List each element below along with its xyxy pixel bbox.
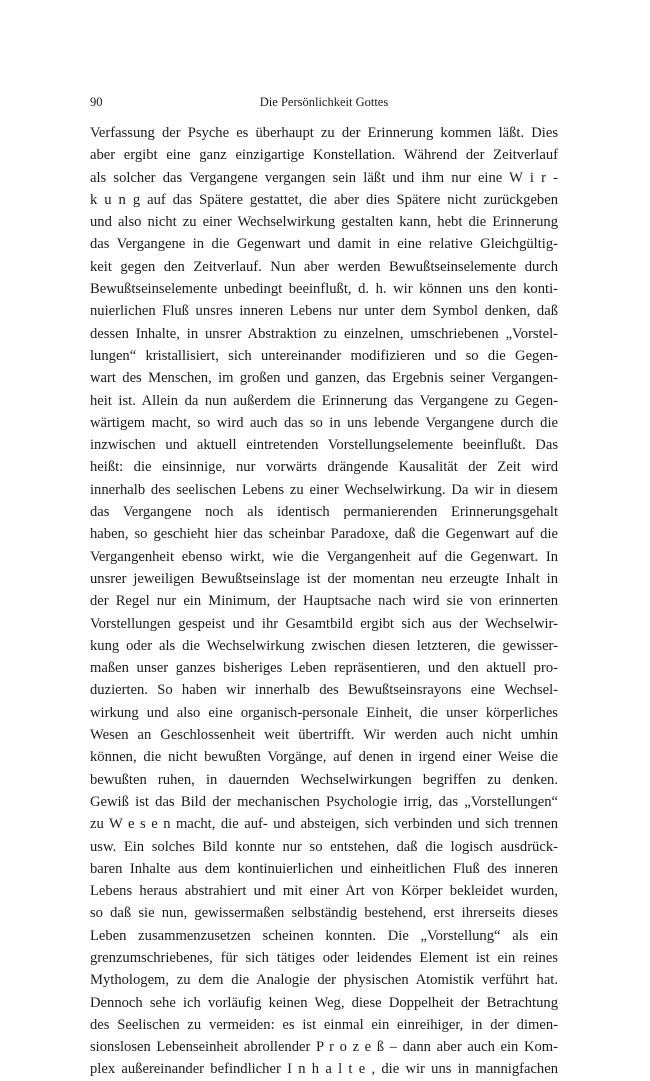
text-line: als solcher das Vergangene vergangen sein läßt und ihm nur eine W i r -	[90, 169, 558, 186]
text-line: sionslosen Lebenseinheit abrollender P r o z e ß – dann aber auch ein Kom-	[90, 1039, 558, 1056]
text-line: usw. Ein solches Bild konnte nur so entstehen, daß die logisch ausdrück-	[90, 838, 558, 855]
text-line: kung oder als die Wechselwirkung zwischen diesen letzteren, die gewisser-	[90, 637, 558, 654]
text-line: heit ist. Allein da nun außerdem die Erinnerung das Vergangene zu Gegen-	[90, 392, 558, 409]
text-line: Bewußtseinselemente unbedingt beeinflußt, d. h. wir können uns den konti-	[90, 281, 558, 298]
text-line: Vergangenheit ebenso wirkt, wie die Vergangenheit auf die Gegenwart. In	[90, 548, 558, 565]
text-line: lungen“ kristallisiert, sich untereinander modifizieren und so die Gegen-	[90, 347, 558, 364]
text-line: Dennoch sehe ich vorläufig keinen Weg, diese Doppelheit der Betrachtung	[90, 994, 558, 1011]
body-text	[90, 122, 558, 1081]
text-line: innerhalb des seelischen Lebens zu einer Wechselwirkung. Da wir in diesem	[90, 481, 558, 498]
text-line: Wesen an Geschlossenheit weit übertrifft. Wir werden auch nicht umhin	[90, 727, 558, 744]
text-line: zu W e s e n macht, die auf- und absteigen, sich verbinden und sich trennen	[90, 816, 558, 833]
text-line: maßen unser ganzes bisheriges Leben repräsentieren, und den aktuell pro-	[90, 660, 558, 677]
text-line: heißt: die einsinnige, nur vorwärts drängende Kausalität der Zeit wird	[90, 459, 558, 476]
text-line: wart des Menschen, im großen und ganzen, das Ergebnis seiner Vergangen-	[90, 370, 558, 387]
text-line: Lebens heraus abstrahiert und mit einer Art von Körper bekleidet wurden,	[90, 883, 558, 900]
text-line: aber ergibt eine ganz einzigartige Konstellation. Während der Zeitverlauf	[90, 147, 558, 164]
text-line: das Vergangene noch als identisch permanierenden Erinnerungsgehalt	[90, 504, 558, 521]
text-line: plex außereinander befindlicher I n h a l t e , die wir uns in mannigfachen	[90, 1061, 558, 1078]
text-line: Vorstellungen gespeist und ihr Gesamtbild ergibt sich aus der Wechselwir-	[90, 615, 558, 632]
running-head	[90, 92, 558, 112]
text-line: wärtigem macht, so wird auch das so in uns lebende Vergangene durch die	[90, 414, 558, 431]
text-line: Leben zusammenzusetzen scheinen konnten. Die „Vorstellung“ als ein	[90, 927, 558, 944]
running-title: Die Persönlichkeit Gottes	[259, 95, 389, 109]
text-line: duzierten. So haben wir innerhalb des Bewußtseinsrayons eine Wechsel-	[90, 682, 558, 699]
text-line: keit gegen den Zeitverlauf. Nun aber werden Bewußtseinselemente durch	[90, 258, 558, 275]
text-line: nuierlichen Fluß unsres inneren Lebens nur unter dem Symbol denken, daß	[90, 303, 558, 320]
text-line: grenzumschriebenes, für sich tätiges oder leidendes Element ist ein reines	[90, 949, 558, 966]
text-line: Mythologem, zu dem die Analogie der physischen Atomistik verführt hat.	[90, 972, 558, 989]
text-line: wirkung und also eine organisch-personale Einheit, die unser körperliches	[90, 704, 558, 721]
book-page	[90, 92, 558, 1081]
text-line: Verfassung der Psyche es überhaupt zu der Erinnerung kommen läßt. Dies	[90, 125, 558, 141]
text-line: unsrer jeweiligen Bewußtseinslage ist der momentan neu erzeugte Inhalt in	[90, 570, 558, 587]
text-line: baren Inhalte aus dem kontinuierlichen und einheitlichen Fluß des inneren	[90, 860, 558, 877]
text-line: das Vergangene in die Gegenwart und damit in eine relative Gleichgültig-	[90, 236, 558, 253]
text-line: können, die nicht bewußten Vorgänge, auf denen in irgend einer Weise die	[90, 749, 558, 766]
text-line: Gewiß ist das Bild der mechanischen Psychologie irrig, das „Vorstellungen“	[90, 793, 558, 810]
text-line: und also nicht zu einer Wechselwirkung gestalten kann, hebt die Erinnerung	[90, 214, 558, 231]
text-line: k u n g auf das Spätere gestattet, die aber dies Spätere nicht zurückgeben	[90, 191, 558, 208]
text-line: bewußten ruhen, in dauernden Wechselwirkungen begriffen zu denken.	[90, 771, 558, 788]
text-line: des Seelischen zu vermeiden: es ist einmal ein einreihiger, in der dimen-	[90, 1016, 558, 1033]
text-line: der Regel nur ein Minimum, der Hauptsache nach wird sie von erinnerten	[90, 593, 558, 610]
text-line: so daß sie nun, gewissermaßen selbständig bestehend, erst ihrerseits dieses	[90, 905, 558, 922]
text-line: dessen Inhalte, in unsrer Abstraktion zu einzelnen, umschriebenen „Vorstel-	[90, 325, 558, 342]
text-line: haben, so geschieht hier das scheinbar Paradoxe, daß die Gegenwart auf die	[90, 526, 558, 543]
text-line: inzwischen und aktuell eintretenden Vorstellungselemente beeinflußt. Das	[90, 437, 558, 454]
page-number: 90	[90, 95, 103, 109]
